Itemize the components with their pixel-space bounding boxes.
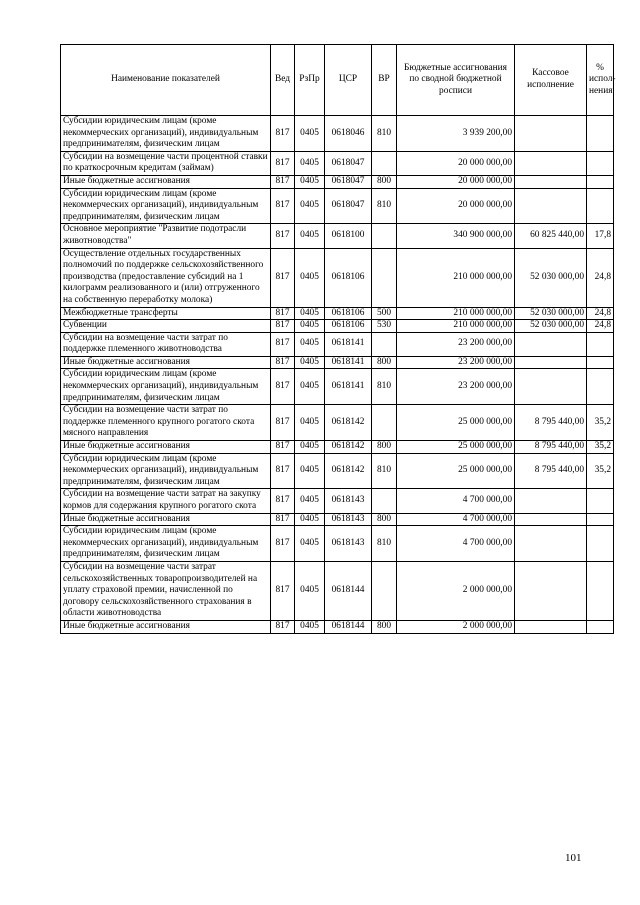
row-name: Иные бюджетные ассигнования (61, 356, 271, 369)
row-ved: 817 (271, 151, 295, 175)
row-percent (587, 116, 614, 152)
row-cash (515, 526, 587, 562)
table-row (61, 369, 614, 405)
row-ved: 817 (271, 224, 295, 248)
row-budget: 23 200 000,00 (397, 332, 515, 356)
row-percent (587, 332, 614, 356)
row-csr: 0618142 (325, 405, 372, 441)
row-cash (515, 356, 587, 369)
row-budget: 210 000 000,00 (397, 320, 515, 333)
row-rzpr: 0405 (295, 356, 325, 369)
row-csr: 0618047 (325, 188, 372, 224)
row-cash: 52 030 000,00 (515, 248, 587, 307)
row-cash (515, 188, 587, 224)
row-name: Субсидии юридическим лицам (кроме некоммерческих организаций), индивидуальным предпринимателям, физическим лицам (61, 369, 271, 405)
row-budget: 210 000 000,00 (397, 307, 515, 320)
header-ved: Вед (271, 45, 295, 116)
row-percent (587, 175, 614, 188)
row-name: Субсидии юридическим лицам (кроме некоммерческих организаций), индивидуальным предпринимателям, физическим лицам (61, 116, 271, 152)
row-percent (587, 513, 614, 526)
row-rzpr: 0405 (295, 248, 325, 307)
header-budget: Бюджетные ассигнования по сводной бюджетной росписи (397, 45, 515, 116)
row-vr: 800 (372, 356, 397, 369)
row-rzpr: 0405 (295, 320, 325, 333)
row-percent (587, 526, 614, 562)
table-row (61, 489, 614, 513)
table-row (61, 620, 614, 633)
row-ved: 817 (271, 453, 295, 489)
row-vr: 810 (372, 188, 397, 224)
row-percent: 35,2 (587, 441, 614, 454)
row-ved: 817 (271, 356, 295, 369)
row-ved: 817 (271, 489, 295, 513)
row-budget: 25 000 000,00 (397, 441, 515, 454)
table-row (61, 188, 614, 224)
page-number: 101 (565, 852, 582, 864)
row-budget: 20 000 000,00 (397, 188, 515, 224)
row-name: Иные бюджетные ассигнования (61, 513, 271, 526)
table-row (61, 441, 614, 454)
row-name: Субсидии на возмещение части затрат сельскохозяйственных товаропроизводителей на уплату страховой премии, начисленной по договору сельскохозяйственного страхования в области животноводства (61, 561, 271, 620)
table-row (61, 248, 614, 307)
table-row (61, 526, 614, 562)
budget-table (60, 44, 614, 634)
row-cash (515, 369, 587, 405)
row-percent (587, 188, 614, 224)
row-ved: 817 (271, 248, 295, 307)
header-percent: % испол-нения (587, 45, 614, 116)
row-vr (372, 489, 397, 513)
row-csr: 0618141 (325, 356, 372, 369)
row-budget: 20 000 000,00 (397, 175, 515, 188)
row-rzpr: 0405 (295, 405, 325, 441)
row-budget: 3 939 200,00 (397, 116, 515, 152)
row-budget: 25 000 000,00 (397, 405, 515, 441)
table-row (61, 320, 614, 333)
row-vr: 810 (372, 526, 397, 562)
row-csr: 0618141 (325, 332, 372, 356)
table-row (61, 332, 614, 356)
row-rzpr: 0405 (295, 489, 325, 513)
row-percent (587, 489, 614, 513)
table-row (61, 453, 614, 489)
row-budget: 340 900 000,00 (397, 224, 515, 248)
row-vr (372, 405, 397, 441)
row-percent (587, 151, 614, 175)
row-cash (515, 561, 587, 620)
row-name: Иные бюджетные ассигнования (61, 441, 271, 454)
row-percent: 35,2 (587, 405, 614, 441)
row-budget: 2 000 000,00 (397, 561, 515, 620)
row-cash (515, 175, 587, 188)
row-csr: 0618144 (325, 620, 372, 633)
row-vr: 810 (372, 116, 397, 152)
row-cash: 52 030 000,00 (515, 320, 587, 333)
table-row (61, 151, 614, 175)
row-percent (587, 620, 614, 633)
row-vr (372, 224, 397, 248)
row-vr (372, 332, 397, 356)
row-percent: 24,8 (587, 248, 614, 307)
row-ved: 817 (271, 320, 295, 333)
row-budget: 4 700 000,00 (397, 489, 515, 513)
row-cash (515, 116, 587, 152)
row-csr: 0618143 (325, 513, 372, 526)
row-name: Иные бюджетные ассигнования (61, 620, 271, 633)
table-header-row (61, 45, 614, 116)
row-csr: 0618143 (325, 526, 372, 562)
row-rzpr: 0405 (295, 307, 325, 320)
row-csr: 0618047 (325, 175, 372, 188)
row-percent: 17,8 (587, 224, 614, 248)
row-vr: 800 (372, 513, 397, 526)
row-name: Субсидии на возмещение части затрат по поддержке племенного животноводства (61, 332, 271, 356)
row-ved: 817 (271, 369, 295, 405)
row-csr: 0618046 (325, 116, 372, 152)
row-vr: 530 (372, 320, 397, 333)
row-name: Основное мероприятие "Развитие подотрасли животноводства" (61, 224, 271, 248)
row-budget: 20 000 000,00 (397, 151, 515, 175)
table-row (61, 561, 614, 620)
row-vr: 810 (372, 369, 397, 405)
row-ved: 817 (271, 526, 295, 562)
row-ved: 817 (271, 307, 295, 320)
row-budget: 23 200 000,00 (397, 369, 515, 405)
table-body (61, 116, 614, 634)
row-percent: 24,8 (587, 307, 614, 320)
row-cash: 52 030 000,00 (515, 307, 587, 320)
row-cash (515, 489, 587, 513)
header-cash: Кассовое исполнение (515, 45, 587, 116)
table-row (61, 224, 614, 248)
row-percent (587, 356, 614, 369)
row-rzpr: 0405 (295, 332, 325, 356)
row-rzpr: 0405 (295, 561, 325, 620)
row-csr: 0618106 (325, 248, 372, 307)
row-rzpr: 0405 (295, 116, 325, 152)
row-cash: 8 795 440,00 (515, 405, 587, 441)
row-percent: 24,8 (587, 320, 614, 333)
row-rzpr: 0405 (295, 151, 325, 175)
row-ved: 817 (271, 513, 295, 526)
row-csr: 0618144 (325, 561, 372, 620)
table-row (61, 116, 614, 152)
table-row (61, 356, 614, 369)
row-csr: 0618142 (325, 441, 372, 454)
row-csr: 0618106 (325, 307, 372, 320)
header-rzpr: РзПр (295, 45, 325, 116)
row-vr (372, 561, 397, 620)
row-name: Субсидии на возмещение части процентной ставки по краткосрочным кредитам (займам) (61, 151, 271, 175)
row-rzpr: 0405 (295, 175, 325, 188)
row-cash (515, 513, 587, 526)
row-budget: 23 200 000,00 (397, 356, 515, 369)
row-ved: 817 (271, 441, 295, 454)
row-vr: 810 (372, 453, 397, 489)
row-name: Иные бюджетные ассигнования (61, 175, 271, 188)
row-budget: 210 000 000,00 (397, 248, 515, 307)
header-name: Наименование показателей (61, 45, 271, 116)
row-csr: 0618143 (325, 489, 372, 513)
row-name: Субсидии юридическим лицам (кроме некоммерческих организаций), индивидуальным предпринимателям, физическим лицам (61, 453, 271, 489)
row-budget: 4 700 000,00 (397, 526, 515, 562)
row-vr: 500 (372, 307, 397, 320)
row-ved: 817 (271, 405, 295, 441)
row-vr: 800 (372, 441, 397, 454)
row-name: Межбюджетные трансферты (61, 307, 271, 320)
row-ved: 817 (271, 561, 295, 620)
row-csr: 0618047 (325, 151, 372, 175)
row-cash (515, 151, 587, 175)
row-budget: 25 000 000,00 (397, 453, 515, 489)
row-rzpr: 0405 (295, 453, 325, 489)
row-name: Субсидии юридическим лицам (кроме некоммерческих организаций), индивидуальным предпринимателям, физическим лицам (61, 188, 271, 224)
row-budget: 2 000 000,00 (397, 620, 515, 633)
table-row (61, 307, 614, 320)
row-vr (372, 151, 397, 175)
row-rzpr: 0405 (295, 188, 325, 224)
row-ved: 817 (271, 620, 295, 633)
table-row (61, 175, 614, 188)
row-rzpr: 0405 (295, 441, 325, 454)
row-cash: 60 825 440,00 (515, 224, 587, 248)
row-cash (515, 620, 587, 633)
row-vr (372, 248, 397, 307)
row-name: Осуществление отдельных государственных полномочий по поддержке сельскохозяйственного производства (предоставление субсидий на 1 килограмм реализованного и (или) отгруженного на собственную переработку молока) (61, 248, 271, 307)
row-ved: 817 (271, 175, 295, 188)
row-ved: 817 (271, 332, 295, 356)
row-name: Субсидии на возмещение части затрат на закупку кормов для содержания крупного рогатого скота (61, 489, 271, 513)
header-vr: ВР (372, 45, 397, 116)
row-csr: 0618141 (325, 369, 372, 405)
row-rzpr: 0405 (295, 369, 325, 405)
row-csr: 0618106 (325, 320, 372, 333)
row-vr: 800 (372, 620, 397, 633)
row-csr: 0618100 (325, 224, 372, 248)
row-name: Субсидии юридическим лицам (кроме некоммерческих организаций), индивидуальным предпринимателям, физическим лицам (61, 526, 271, 562)
row-percent: 35,2 (587, 453, 614, 489)
row-name: Субвенции (61, 320, 271, 333)
row-percent (587, 561, 614, 620)
row-rzpr: 0405 (295, 526, 325, 562)
row-vr: 800 (372, 175, 397, 188)
row-budget: 4 700 000,00 (397, 513, 515, 526)
table-row (61, 513, 614, 526)
table-row (61, 405, 614, 441)
row-csr: 0618142 (325, 453, 372, 489)
row-ved: 817 (271, 116, 295, 152)
row-rzpr: 0405 (295, 513, 325, 526)
row-cash: 8 795 440,00 (515, 441, 587, 454)
row-cash (515, 332, 587, 356)
row-ved: 817 (271, 188, 295, 224)
row-rzpr: 0405 (295, 620, 325, 633)
row-rzpr: 0405 (295, 224, 325, 248)
row-name: Субсидии на возмещение части затрат по поддержке племенного крупного рогатого скота мясного направления (61, 405, 271, 441)
row-cash: 8 795 440,00 (515, 453, 587, 489)
row-percent (587, 369, 614, 405)
header-csr: ЦСР (325, 45, 372, 116)
